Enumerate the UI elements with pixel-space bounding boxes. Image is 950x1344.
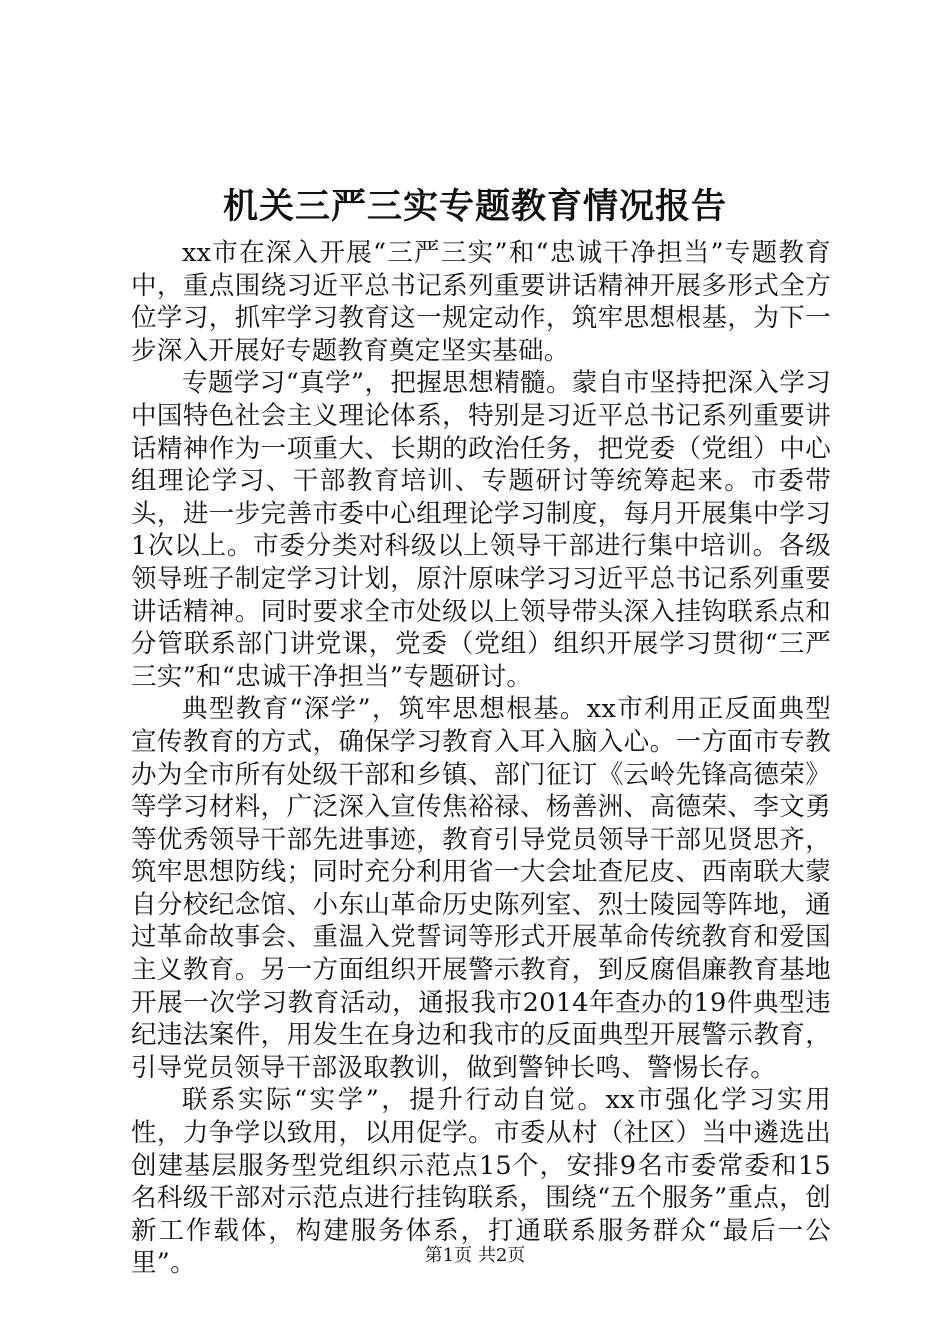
- page-number-footer: 第1页 共2页: [424, 1245, 526, 1266]
- document-body: [131, 237, 831, 1280]
- document-title: 机关三严三实专题教育情况报告: [222, 186, 727, 227]
- paragraph-study: 专题学习“真学”，把握思想精髓。蒙自市坚持把深入学习中国特色社会主义理论体系，特别是习近平总书记系列重要讲话精神作为一项重大、长期的政治任务，把党委（党组）中心组理论学习、干部教育培训、专题研讨等统筹起来。市委带头，进一步完善市委中心组理论学习制度，每月开展集中学习1次以上。市委分类对科级以上领导干部进行集中培训。各级领导班子制定学习计划，原汁原味学习习近平总书记系列重要讲话精神。同时要求全市处级以上领导带头深入挂钩联系点和分管联系部门讲党课，党委（党组）组织开展学习贯彻“三严三实”和“忠诚干净担当”专题研讨。: [131, 368, 831, 692]
- paragraph-typical-education: 典型教育“深学”，筑牢思想根基。xx市利用正反面典型宣传教育的方式，确保学习教育入耳入脑入心。一方面市专教办为全市所有处级干部和乡镇、部门征订《云岭先锋高德荣》等学习材料，广泛深入宣传焦裕禄、杨善洲、高德荣、李文勇等优秀领导干部先进事迹，教育引导党员领导干部见贤思齐，筑牢思想防线；同时充分利用省一大会址查尼皮、西南联大蒙自分校纪念馆、小东山革命历史陈列室、烈士陵园等阵地，通过革命故事会、重温入党誓词等形式开展革命传统教育和爱国主义教育。另一方面组织开展警示教育，到反腐倡廉教育基地开展一次学习教育活动，通报我市2014年查办的19件典型违纪违法案件，用发生在身边和我市的反面典型开展警示教育，引导党员领导干部汲取教训，做到警钟长鸣、警惕长存。: [131, 694, 831, 1083]
- paragraph-practice: 联系实际“实学”，提升行动自觉。xx市强化学习实用性，力争学以致用，以用促学。市委从村（社区）当中遴选出创建基层服务型党组织示范点15个，安排9名市委常委和15名科级干部对示范点进行挂钩联系，围绕“五个服务”重点，创新工作载体，构建服务体系，打通联系服务群众“最后一公里”。: [131, 1085, 831, 1279]
- paragraph-intro: xx市在深入开展“三严三实”和“忠诚干净担当”专题教育中，重点围绕习近平总书记系列重要讲话精神开展多形式全方位学习，抓牢学习教育这一规定动作，筑牢思想根基，为下一步深入开展好专题教育奠定坚实基础。: [131, 238, 831, 366]
